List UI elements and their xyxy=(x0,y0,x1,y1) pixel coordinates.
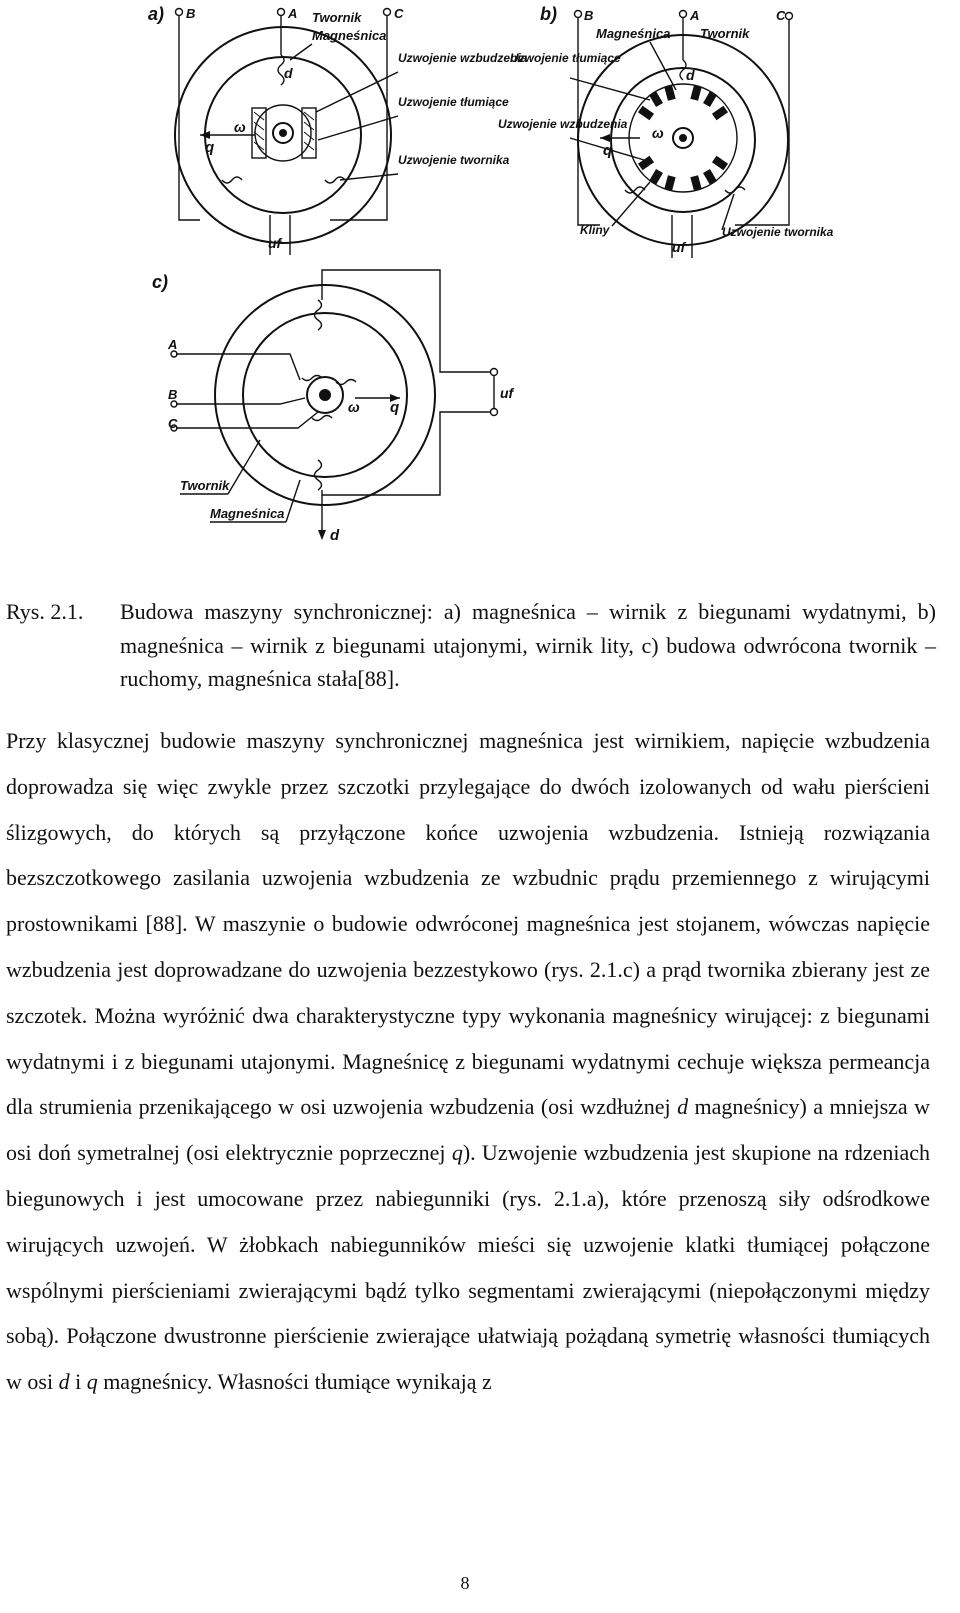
panel-b-terminal-c: C xyxy=(776,8,786,23)
panel-c-label-magnesnica: Magneśnica xyxy=(210,506,285,521)
panel-b-q-axis: q xyxy=(603,142,613,159)
panel-b-omega: ω xyxy=(652,125,664,141)
panel-a-diagram xyxy=(148,4,528,255)
panel-b-label-magnesnica: Magneśnica xyxy=(596,26,671,41)
panel-b-label-uzw-tlumiace: Uzwojenie tłumiące xyxy=(510,51,621,65)
machine-construction-figure xyxy=(0,0,960,580)
symbol-d: d xyxy=(677,1094,689,1120)
panel-c-terminal-a: A xyxy=(168,337,178,352)
body-paragraph xyxy=(6,718,930,1405)
panel-a-label-uzw-wzbudzenia: Uzwojenie wzbudzenia xyxy=(398,51,528,65)
symbol-d: d xyxy=(58,1369,70,1395)
panel-b-d-axis: d xyxy=(686,67,695,83)
body-text-part-5: magneśnicy. Własności tłumiące wynikają z xyxy=(97,1369,492,1395)
body-text-part-1: Przy klasycznej budowie maszyny synchronicznej magneśnica jest wirnikiem, napięcie wzbudzenia doprowadza się więc zwykle przez szczotki przylegające do dwóch izolowanych od wału pierścieni ślizgowych, do których są przyłączone końce uzwojenia wzbudzenia. Istnieją rozwiązania bezszczotkowego zasilania uzwojenia wzbudzenia ze wzbudnic prądu przemiennego z wirującymi prostownikami [88]. W maszynie o budowie odwróconej magneśnica jest stojanem, wówczas napięcie wzbudzenia jest doprowadzane do uzwojenia bezzestykowo (rys. 2.1.c) a prąd twornika zbierany jest ze szczotek. Można wyróżnić dwa charakterystyczne typy wykonania magneśnicy wirującej: z biegunami wydatnymi i z biegunami utajonymi. Magneśnicę z biegunami wydatnymi cechuje większa permeancja dla strumienia przenikającego w osi uzwojenia wzbudzenia (osi wzdłużnej xyxy=(6,728,930,1120)
panel-c-q-axis: q xyxy=(390,399,400,416)
panel-b-label: b) xyxy=(540,4,557,24)
panel-a-label: a) xyxy=(148,4,165,24)
panel-c-label-twornik: Twornik xyxy=(180,478,230,493)
panel-a-q-axis: q xyxy=(205,139,215,156)
panel-b-terminal-a: A xyxy=(690,8,700,23)
page-number: 8 xyxy=(460,1573,470,1593)
panel-a-label-uzw-tlumiace: Uzwojenie tłumiące xyxy=(398,95,509,109)
panel-a-label-uzw-twornika: Uzwojenie twornika xyxy=(398,153,510,167)
body-text-part-2: magneśnicy) a mniejsza w osi doń symetralnej (osi elektrycznie poprzecznej xyxy=(6,1094,930,1166)
panel-c-label: c) xyxy=(152,272,169,292)
panel-a-omega: ω xyxy=(234,119,246,135)
panel-b-uf: uf xyxy=(672,239,686,255)
panel-c-diagram xyxy=(152,270,515,544)
panel-b-label-twornik: Twornik xyxy=(700,26,750,41)
panel-a-label-twornik: Twornik xyxy=(312,10,362,25)
panel-a-terminal-b: B xyxy=(186,6,196,21)
panel-b-label-kliny: Kliny xyxy=(580,223,610,237)
panel-b-label-uzw-twornika: Uzwojenie twornika xyxy=(722,225,834,239)
figure-caption xyxy=(6,595,936,696)
body-text-part-3: ). Uzwojenie wzbudzenia jest skupione na rdzeniach biegunowych i jest umocowane przez nabiegunniki (rys. 2.1.a), które przenoszą siły odśrodkowe wirujących uzwojeń. W żłobkach nabiegunników mieści się uzwojenie klatki tłumiącej połączone wspólnymi pierścieniami zwierającymi bądź tylko segmentami zwierającymi (niepołączonymi między sobą). Połączone dwustronne pierścienie zwierające ułatwiają pożądaną symetrię własności tłumiących w osi xyxy=(6,1140,930,1395)
symbol-q: q xyxy=(451,1140,463,1166)
panel-a-uf: uf xyxy=(268,235,282,251)
panel-a-terminal-a: A xyxy=(288,6,298,21)
panel-b-label-uzw-wzbudzenia: Uzwojenie wzbudzenia xyxy=(498,117,628,131)
caption-label: Rys. 2.1. xyxy=(6,599,84,624)
panel-c-d-axis: d xyxy=(330,527,340,544)
panel-c-terminal-b: B xyxy=(168,387,178,402)
body-text-part-4: i xyxy=(69,1369,87,1395)
panel-a-terminal-c: C xyxy=(394,6,404,21)
caption-text: Budowa maszyny synchronicznej: a) magneśnica – wirnik z biegunami wydatnymi, b) magneśnica – wirnik z biegunami utajonymi, wirnik lity, c) budowa odwrócona twornik – ruchomy, magneśnica stała[88]. xyxy=(120,599,936,691)
symbol-q: q xyxy=(86,1369,98,1395)
panel-c-uf: uf xyxy=(500,385,514,401)
panel-a-d-axis: d xyxy=(284,65,293,81)
panel-a-label-magnesnica: Magneśnica xyxy=(312,28,387,43)
panel-c-terminal-c: C xyxy=(168,416,178,431)
panel-b-diagram xyxy=(498,4,834,258)
panel-b-terminal-b: B xyxy=(584,8,594,23)
panel-c-omega: ω xyxy=(348,399,360,415)
